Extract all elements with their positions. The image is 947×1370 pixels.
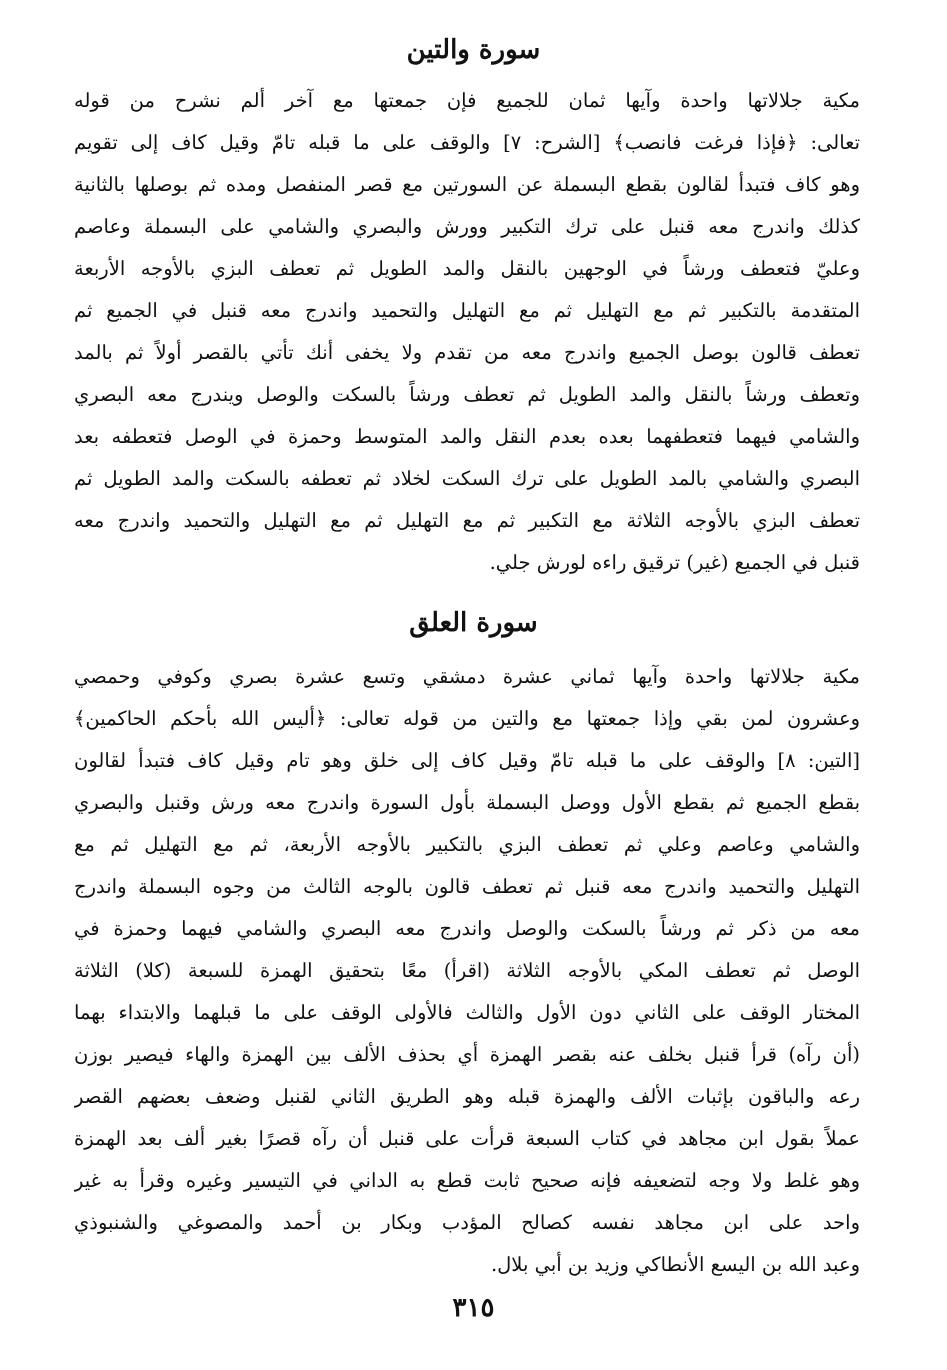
section-body-al-alaq (74, 656, 860, 1286)
text-line: تعطف قالون بوصل الجميع واندرج معه من تقدم ولا يخفى أنك تأتي بالقصر أولاً ثم بالمد (74, 341, 860, 364)
text-line: رعه والباقون بإثبات الألف والهمزة قبله وهو الطريق الثاني لقنبل وضعف بعضهم القصر (74, 1085, 860, 1108)
text-line: وهو غلط ولا وجه لتضعيفه فإنه صحيح ثابت قطع به الداني في التيسير وغيره وقرأ به غير (74, 1169, 860, 1192)
text-line: عملاً بقول ابن مجاهد في كتاب السبعة قرأت على قنبل أن رآه قصرًا بغير ألف بعد الهمزة (74, 1127, 860, 1150)
text-line: مكية جلالاتها واحدة وآيها ثماني عشرة دمشقي وتسع عشرة بصري وكوفي وحمصي (74, 665, 860, 688)
page-number: ٣١٥ (452, 1293, 495, 1323)
text-line: قنبل في الجميع (غير) ترقيق راءه لورش جلي. (489, 551, 860, 574)
text-line: والشامي وعاصم وعلي ثم تعطف البزي بالتكبير بالأوجه الأربعة، ثم مع التهليل ثم مع (74, 833, 860, 856)
text-line: والشامي فيهما فتعطفهما بعده بعدم النقل والمد المتوسط وحمزة في الوصل فتعطفه بعد (74, 425, 860, 448)
text-line: المختار الوقف على الثاني دون الأول والثالث فالأولى الوقف على ما قبلهما والابتداء بهما (74, 1001, 860, 1024)
text-line: المتقدمة بالتكبير ثم مع التهليل ثم مع التهليل والتحميد واندرج معه قنبل في الجميع ثم (74, 299, 860, 322)
text-line: البصري والشامي بالمد الطويل على ترك السكت لخلاد ثم تعطفه بالسكت والمد الطويل ثم (74, 467, 860, 490)
text-line: وتعطف ورشاً بالنقل والمد الطويل ثم تعطف ورشاً بالسكت والوصل ويندرج معه البصري (74, 383, 860, 406)
text-line: مكية جلالاتها واحدة وآيها ثمان للجميع فإن جمعتها مع آخر ألم نشرح من قوله (74, 89, 860, 112)
section-title-al-alaq: سورة العلق (409, 608, 538, 638)
text-line: وعشرون لمن بقي وإذا جمعتها مع والتين من قوله تعالى: ﴿أليس الله بأحكم الحاكمين﴾ (74, 707, 860, 730)
text-line: وعليّ فتعطف ورشاً في الوجهين بالنقل والمد الطويل ثم تعطف البزي بالأوجه الأربعة (74, 257, 860, 280)
text-line: واحد على ابن مجاهد نفسه كصالح المؤدب وبكار بن أحمد والمصوغي والشنبوذي (74, 1211, 860, 1234)
text-line: الوصل ثم تعطف المكي بالأوجه الثلاثة (اقرأ) معًا بتحقيق الهمزة للسبعة (كلا) الثلاثة (74, 959, 860, 982)
text-line: معه من ذكر ثم ورشاً بالسكت والوصل واندرج معه البصري والشامي فيهما وحمزة في (74, 917, 860, 940)
text-line: التهليل والتحميد واندرج معه قنبل ثم تعطف قالون بالوجه الثالث من وجوه البسملة واندرج (74, 875, 860, 898)
text-line: تعالى: ﴿فإذا فرغت فانصب﴾ [الشرح: ٧] والوقف على ما قبله تامّ وقيل كاف إلى تقويم (74, 131, 860, 154)
text-line: بقطع الجميع ثم بقطع الأول ووصل البسملة بأول السورة واندرج معه ورش وقنبل والبصري (74, 791, 860, 814)
text-line: [التين: ٨] والوقف على ما قبله تامّ وقيل كاف إلى خلق وهو تام وقيل كاف فتبدأ لقالون (74, 749, 860, 772)
text-line: وهو كاف فتبدأ لقالون بقطع البسملة عن السورتين مع قصر المنفصل ومده ثم بوصلها بالثانية (74, 173, 860, 196)
section-body-al-tin (74, 80, 860, 584)
text-line: كذلك واندرج معه قنبل على ترك التكبير وورش والبصري والشامي على البسملة وعاصم (74, 215, 860, 238)
text-line: وعبد الله بن اليسع الأنطاكي وزيد بن أبي بلال. (490, 1253, 860, 1276)
text-line: (أن رآه) قرأ قنبل بخلف عنه بقصر الهمزة أي بحذف الألف بين الهمزة والهاء فيصير بوزن (74, 1043, 860, 1066)
section-title-al-tin: سورة والتين (406, 35, 541, 65)
text-line: تعطف البزي بالأوجه الثلاثة مع التكبير ثم مع التهليل ثم مع التهليل والتحميد واندرج معه (74, 509, 860, 532)
